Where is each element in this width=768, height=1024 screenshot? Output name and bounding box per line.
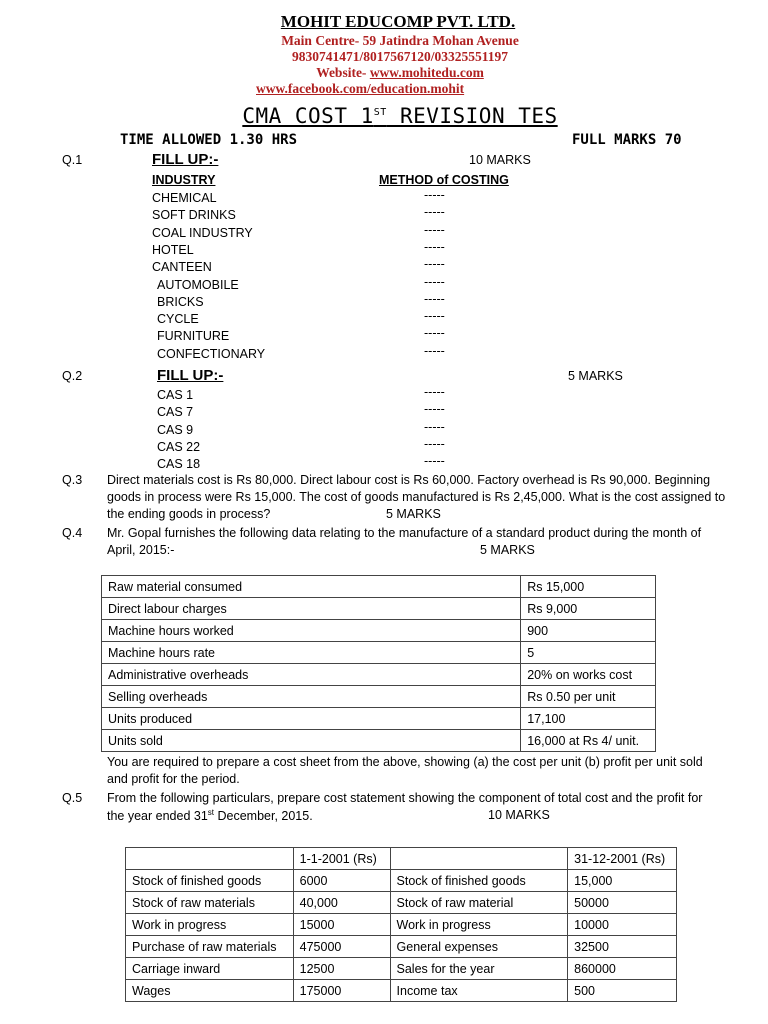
q4-marks: 5 MARKS <box>480 543 535 557</box>
q1-blank: ----- <box>424 309 445 324</box>
header-cell <box>126 848 294 870</box>
item-cell: Wages <box>126 980 294 1002</box>
table-row <box>102 686 656 708</box>
value-cell: 12500 <box>293 958 390 980</box>
value-cell: 15000 <box>293 914 390 936</box>
q1-industry-item: AUTOMOBILE <box>157 277 239 292</box>
table-row <box>102 664 656 686</box>
value-cell: Rs 9,000 <box>521 598 656 620</box>
q2-blank: ----- <box>424 419 445 434</box>
q1-blank: ----- <box>424 239 445 254</box>
table-row <box>126 870 677 892</box>
value-cell: Rs 15,000 <box>521 576 656 598</box>
q2-blank: ----- <box>424 385 445 399</box>
q1-heading: FILL UP:- <box>152 151 219 168</box>
q1-marks: 10 MARKS <box>469 153 531 167</box>
value-cell: 50000 <box>568 892 677 914</box>
q1-industry-item: SOFT DRINKS <box>152 208 236 223</box>
value-cell: 20% on works cost <box>521 664 656 686</box>
value-cell: 16,000 at Rs 4/ unit. <box>521 730 656 752</box>
q1-industry-item: BRICKS <box>157 294 204 309</box>
item-cell: Administrative overheads <box>102 664 521 686</box>
website-link[interactable]: www.mohitedu.com <box>369 65 484 80</box>
address-line: Main Centre- 59 Jatindra Mohan Avenue <box>281 33 519 48</box>
q5-marks: 10 MARKS <box>488 808 550 822</box>
q4-line-2: April, 2015:- <box>107 543 175 557</box>
q1-col-industry: INDUSTRY <box>152 173 216 187</box>
q1-blank: ----- <box>424 257 445 272</box>
item-cell: Work in progress <box>126 914 294 936</box>
q1-industry-item: CYCLE <box>157 312 199 327</box>
table-header-row <box>126 848 677 870</box>
value-cell: 860000 <box>568 958 677 980</box>
item-cell: Stock of finished goods <box>126 870 294 892</box>
q2-cas-item: CAS 22 <box>157 439 201 454</box>
full-marks: FULL MARKS 70 <box>572 132 682 148</box>
q1-blank: ----- <box>424 291 445 306</box>
facebook-link[interactable]: www.facebook.com/education.mohit <box>256 81 465 96</box>
item-cell: Selling overheads <box>102 686 521 708</box>
value-cell: 6000 <box>293 870 390 892</box>
q2-heading: FILL UP:- <box>157 367 224 384</box>
q1-industry-item: CONFECTIONARY <box>157 346 266 361</box>
q3-number: Q.3 <box>62 473 83 487</box>
q4-instruction-1: You are required to prepare a cost sheet from the above, showing (a) the cost per unit (b) profit per unit sold <box>107 755 703 769</box>
item-cell: Machine hours rate <box>102 642 521 664</box>
q2-cas-item: CAS 9 <box>157 422 194 437</box>
item-cell: Units sold <box>102 730 521 752</box>
q1-industry-item: CANTEEN <box>152 260 212 275</box>
value-cell: 500 <box>568 980 677 1002</box>
value-cell: 5 <box>521 642 656 664</box>
q5-data-table <box>125 847 677 1002</box>
q1-blank: ----- <box>424 188 445 202</box>
q2-blank: ----- <box>424 436 445 451</box>
item-cell: Purchase of raw materials <box>126 936 294 958</box>
time-allowed: TIME ALLOWED 1.30 HRS <box>120 132 298 148</box>
item-cell: Units produced <box>102 708 521 730</box>
q5-number: Q.5 <box>62 791 83 805</box>
item-cell: Stock of raw material <box>390 892 568 914</box>
item-cell: Work in progress <box>390 914 568 936</box>
table-row <box>102 598 656 620</box>
item-cell: Stock of finished goods <box>390 870 568 892</box>
q2-number: Q.2 <box>62 369 83 383</box>
value-cell: 17,100 <box>521 708 656 730</box>
q2-marks: 5 MARKS <box>568 369 623 383</box>
website-label: Website- <box>316 65 370 80</box>
q1-industry-item: CHEMICAL <box>152 191 217 205</box>
q1-blank: ----- <box>424 222 445 237</box>
q2-cas-item: CAS 1 <box>157 388 194 402</box>
q3-line-3: the ending goods in process? <box>107 507 271 521</box>
q2-cas-item: CAS 18 <box>157 457 201 472</box>
q3-line-2: goods in process were Rs 15,000. The cost of goods manufactured is Rs 2,45,000. What is the cost assigned to <box>107 490 726 504</box>
value-cell: 32500 <box>568 936 677 958</box>
q4-number: Q.4 <box>62 526 83 540</box>
item-cell: Carriage inward <box>126 958 294 980</box>
q1-col-method: METHOD of COSTING <box>379 173 509 187</box>
value-cell: 900 <box>521 620 656 642</box>
item-cell: Raw material consumed <box>102 576 521 598</box>
value-cell: 40,000 <box>293 892 390 914</box>
table-row <box>102 576 656 598</box>
item-cell: Sales for the year <box>390 958 568 980</box>
q1-blank: ----- <box>424 343 445 358</box>
company-name: MOHIT EDUCOMP PVT. LTD. <box>280 12 516 31</box>
table-row <box>126 914 677 936</box>
q1-blank: ----- <box>424 274 445 289</box>
item-cell: Direct labour charges <box>102 598 521 620</box>
q1-blank: ----- <box>424 205 445 220</box>
q3-marks: 5 MARKS <box>386 507 441 521</box>
table-row <box>126 892 677 914</box>
table-row <box>102 642 656 664</box>
q4-data-table <box>101 575 656 752</box>
table-row <box>126 958 677 980</box>
exam-title: CMA COST 1ST REVISION TES <box>242 104 558 128</box>
q1-industry-item: HOTEL <box>152 242 194 257</box>
q2-blank: ----- <box>424 454 445 469</box>
value-cell: 15,000 <box>568 870 677 892</box>
table-row <box>102 620 656 642</box>
value-cell: Rs 0.50 per unit <box>521 686 656 708</box>
header-cell: 1-1-2001 (Rs) <box>293 848 390 870</box>
q2-cas-item: CAS 7 <box>157 405 194 420</box>
item-cell: General expenses <box>390 936 568 958</box>
q1-number: Q.1 <box>62 153 83 167</box>
phone-line: 9830741471/8017567120/03325551197 <box>291 49 508 64</box>
table-row <box>126 936 677 958</box>
value-cell: 475000 <box>293 936 390 958</box>
website-line <box>0 65 768 81</box>
q1-blank: ----- <box>424 326 445 341</box>
table-row <box>126 980 677 1002</box>
q1-industry-item: FURNITURE <box>157 329 230 344</box>
header-cell <box>390 848 568 870</box>
q3-line-1: Direct materials cost is Rs 80,000. Direct labour cost is Rs 60,000. Factory overhead is Rs 90,000. Beginning <box>107 473 711 487</box>
q1-industry-item: COAL INDUSTRY <box>152 225 253 240</box>
item-cell: Machine hours worked <box>102 620 521 642</box>
q4-line-1: Mr. Gopal furnishes the following data relating to the manufacture of a standard product during the month of <box>107 526 702 540</box>
item-cell: Income tax <box>390 980 568 1002</box>
table-row <box>102 730 656 752</box>
q2-blank: ----- <box>424 402 445 417</box>
q4-instruction-2: and profit for the period. <box>107 772 240 786</box>
value-cell: 175000 <box>293 980 390 1002</box>
q5-line-1: From the following particulars, prepare cost statement showing the component of total cost and the profit for <box>107 791 703 805</box>
table-row <box>102 708 656 730</box>
q5-line-2: the year ended 31st December, 2015. <box>107 808 313 824</box>
item-cell: Stock of raw materials <box>126 892 294 914</box>
header-cell: 31-12-2001 (Rs) <box>568 848 677 870</box>
value-cell: 10000 <box>568 914 677 936</box>
